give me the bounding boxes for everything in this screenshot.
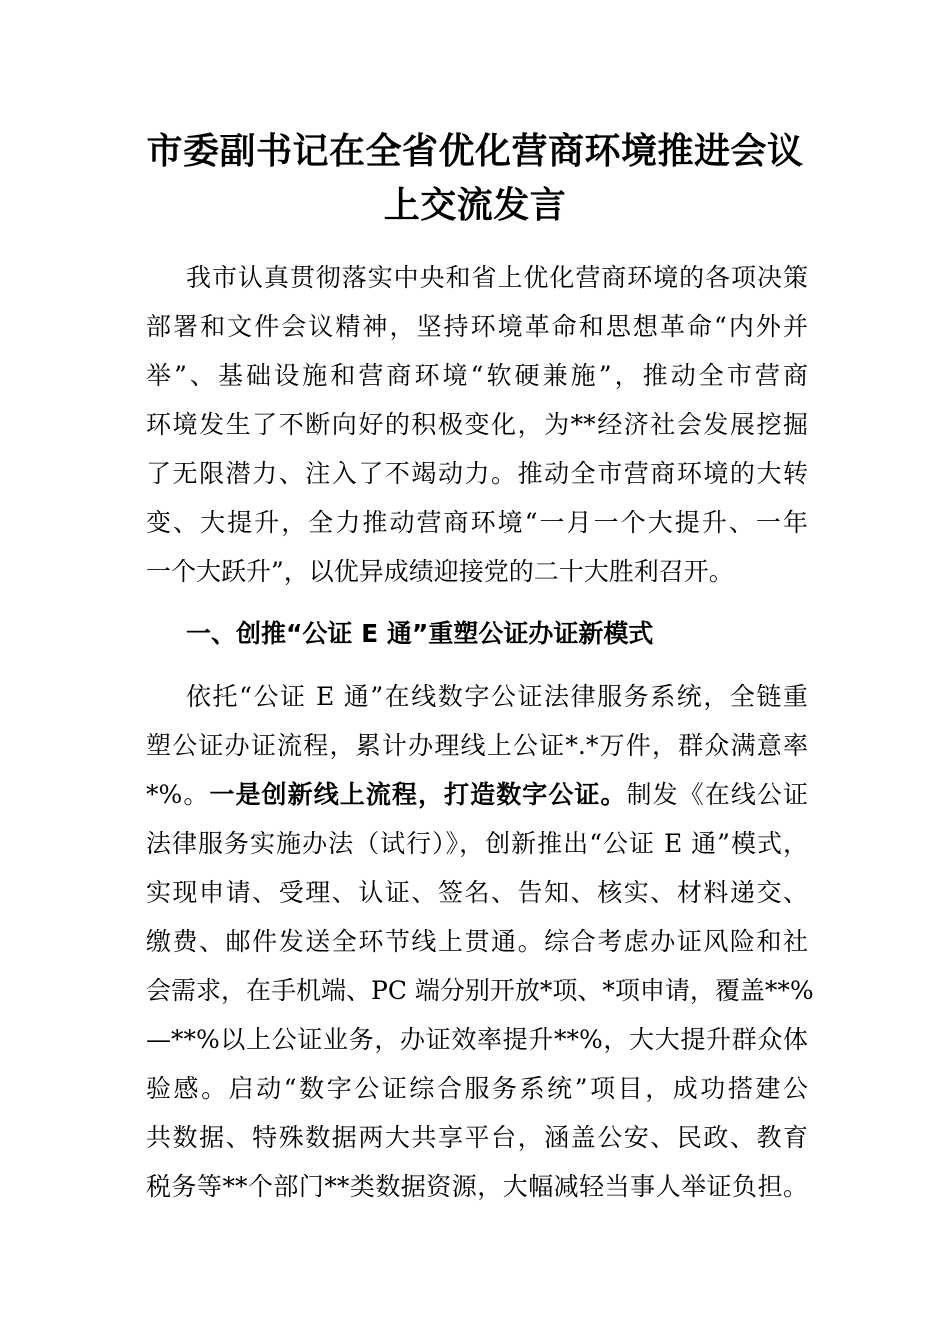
- document-title-line-1: 市委副书记在全省优化营商环境推进会议: [146, 130, 804, 172]
- intro-line: 变、大提升，全力推动营商环境“一月一个大提升、一年: [146, 508, 808, 537]
- emphasis-text: 一是创新线上流程，打造数字公证。: [209, 780, 627, 809]
- intro-line: 部署和文件会议精神，坚持环境革命和思想革命“内外并: [146, 312, 808, 341]
- intro-line: 一个大跃升”，以优异成绩迎接党的二十大胜利召开。: [146, 557, 734, 586]
- intro-line: 了无限潜力、注入了不竭动力。推动全市营商环境的大转: [146, 459, 808, 488]
- section-line: 共数据、特殊数据两大共享平台，涵盖公安、民政、教育: [146, 1123, 808, 1152]
- section-line: 塑公证办证流程，累计办理线上公证*.*万件，群众满意率: [146, 731, 808, 760]
- intro-line: 我市认真贯彻落实中央和省上优化营商环境的各项决策: [186, 263, 808, 292]
- intro-line: 举”、基础设施和营商环境“软硬兼施”，推动全市营商: [146, 361, 808, 390]
- section-line: 税务等**个部门**类数据资源，大幅减轻当事人举证负担。: [146, 1172, 808, 1201]
- section-line: 依托“公证 E 通”在线数字公证法律服务系统，全链重: [186, 682, 808, 711]
- section-line: 缴费、邮件发送全环节线上贯通。综合考虑办证风险和社: [146, 927, 808, 956]
- section-text: *%。: [146, 780, 210, 809]
- section-line: 会需求，在手机端、PC 端分别开放*项、*项申请，覆盖**%: [146, 976, 814, 1005]
- section-line: 验感。启动“数字公证综合服务系统”项目，成功搭建公: [146, 1074, 808, 1103]
- section-line: —**%以上公证业务，办证效率提升**%，大大提升群众体: [146, 1025, 808, 1054]
- section-line-with-emphasis: [146, 775, 808, 815]
- intro-line: 环境发生了不断向好的积极变化，为**经济社会发展挖掘: [146, 410, 808, 439]
- document-title-line-2: 上交流发言: [383, 184, 567, 226]
- section-text: 制发《在线公证: [626, 780, 808, 809]
- section-line: 法律服务实施办法（试行）》，创新推出“公证 E 通”模式，: [146, 829, 808, 858]
- section-line: 实现申请、受理、认证、签名、告知、核实、材料递交、: [146, 878, 808, 907]
- section-heading: 一、创推“公证 E 通”重塑公证办证新模式: [186, 619, 654, 648]
